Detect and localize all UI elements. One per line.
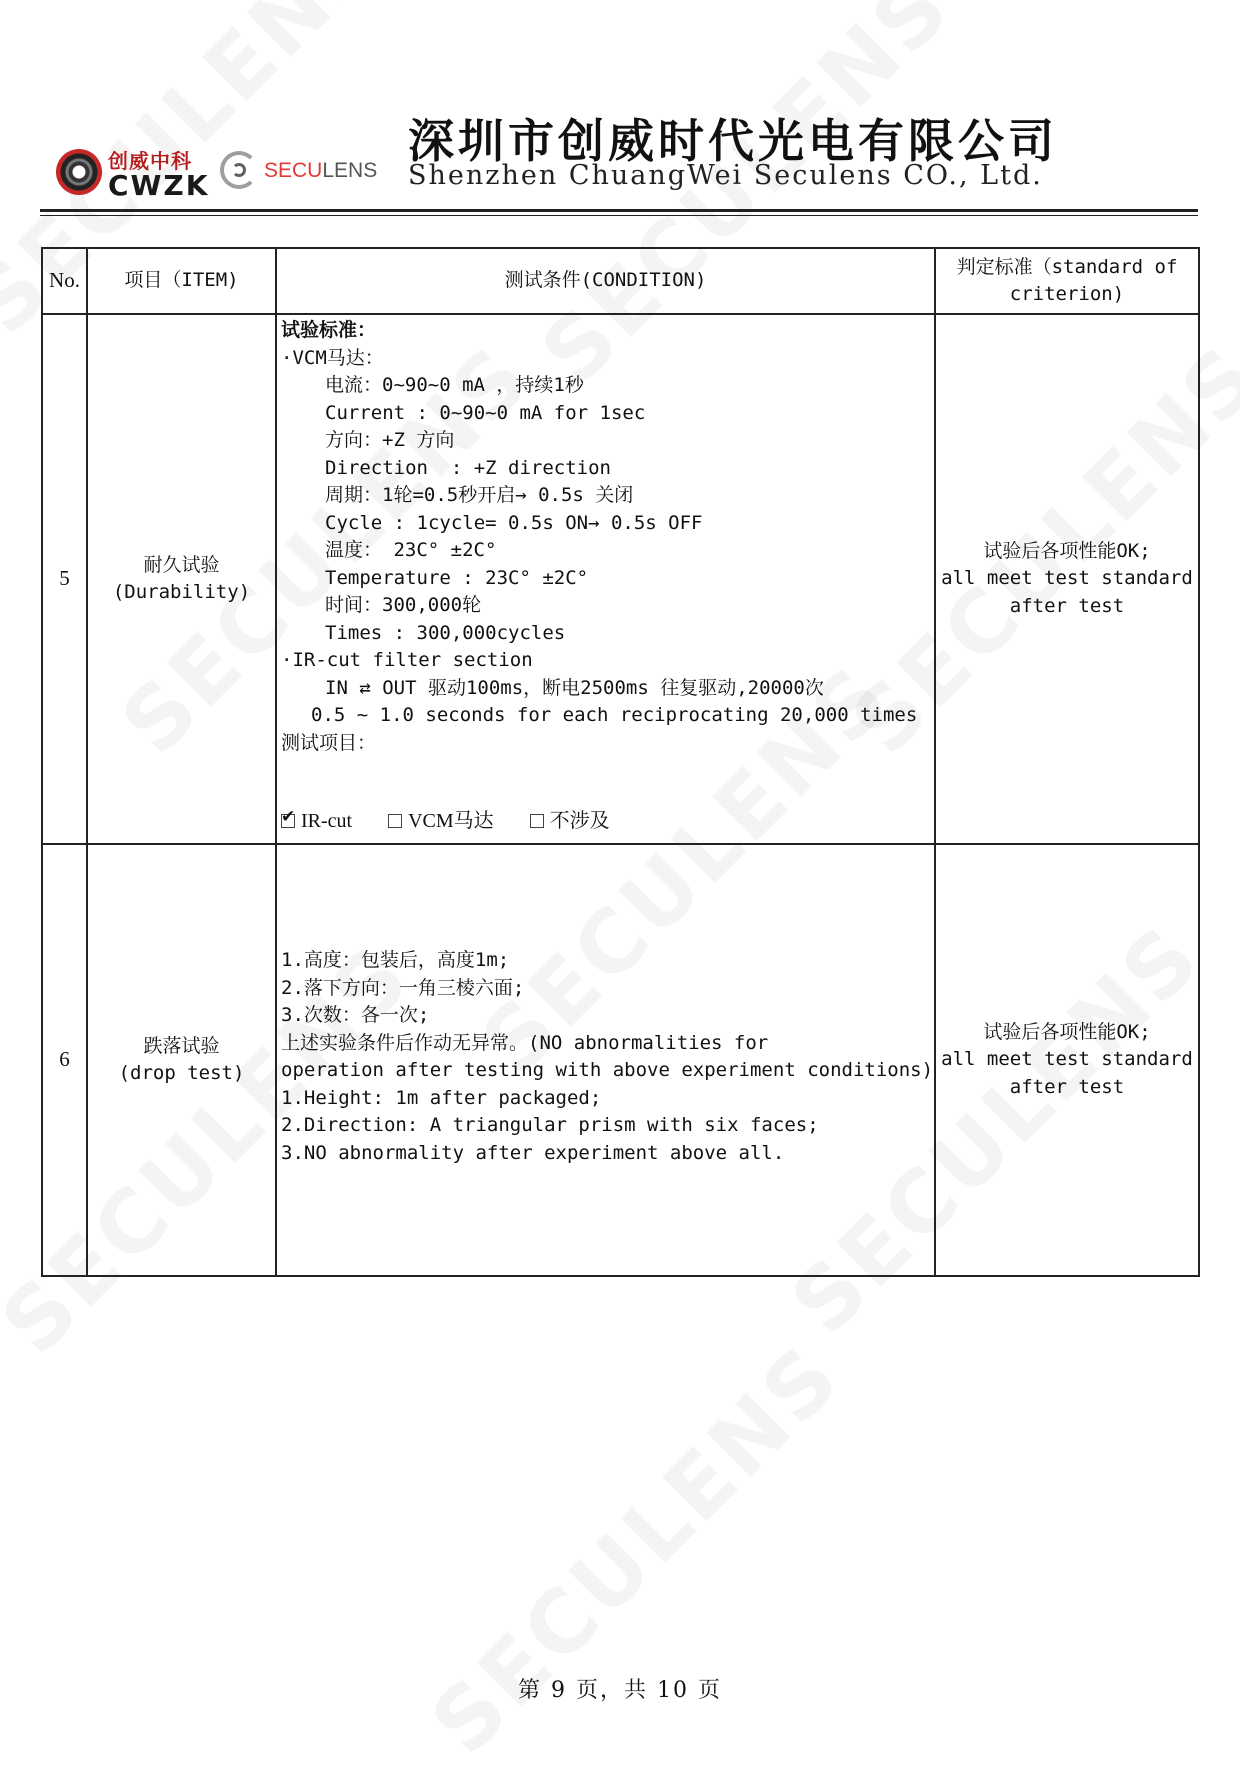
checkbox-vcm-label: VCM马达 xyxy=(408,810,494,832)
company-name-cn: 深圳市创威时代光电有限公司 xyxy=(408,114,1058,168)
header-rule xyxy=(40,209,1198,212)
item-en: (drop test) xyxy=(118,1062,245,1084)
temperature-en: Temperature : 23C° ±2C° xyxy=(325,566,589,589)
standard-label: 试验标准： xyxy=(281,319,377,341)
criterion-header-line2: criterion) xyxy=(1009,283,1125,305)
criterion-en-1: all meet test standard xyxy=(941,1048,1193,1071)
header-item: 项目（ITEM) xyxy=(87,248,276,314)
row-no: 6 xyxy=(42,844,87,1276)
drop-line-5: operation after testing with above experiment conditions) xyxy=(281,1059,934,1081)
row-condition xyxy=(276,844,935,1276)
ircut-title: ·IR-cut filter section xyxy=(281,649,533,671)
row-item xyxy=(87,314,276,844)
checkbox-checked-icon[interactable] xyxy=(281,814,295,828)
test-items-label: 测试项目： xyxy=(281,731,377,754)
logo-en-text: CWZK xyxy=(108,169,210,202)
cycle-en: Cycle : 1cycle= 0.5s ON→ 0.5s OFF xyxy=(325,511,703,534)
checkbox-not-applicable[interactable] xyxy=(530,809,610,833)
watermark xyxy=(413,1326,861,1774)
times-cn: 时间：300,000轮 xyxy=(325,594,482,616)
direction-en: Direction : +Z direction xyxy=(325,456,611,479)
current-en: Current : 0~90~0 mA for 1sec xyxy=(325,401,646,424)
header-condition: 测试条件(CONDITION) xyxy=(276,248,935,314)
checkbox-ircut[interactable] xyxy=(281,809,352,833)
brand-gray-part: LENS xyxy=(322,159,378,182)
cycle-cn: 周期：1轮=0.5秒开启→ 0.5s 关闭 xyxy=(325,484,634,506)
direction-cn: 方向：+Z 方向 xyxy=(325,429,455,451)
checkbox-ircut-label: IR-cut xyxy=(301,810,353,832)
header-no: No. xyxy=(42,248,87,314)
table-row xyxy=(42,314,1199,844)
drop-line-2: 2.落下方向：一角三棱六面; xyxy=(281,976,525,999)
checkbox-unchecked-icon[interactable] xyxy=(530,814,544,828)
brand-red-part: SECU xyxy=(264,159,323,182)
cwzk-wheel-icon xyxy=(56,149,102,195)
vcm-title: ·VCM马达： xyxy=(281,346,384,369)
item-cn: 跌落试验 xyxy=(143,1034,220,1057)
drop-line-8: 3.NO abnormality after experiment above all. xyxy=(281,1141,785,1164)
row-criterion xyxy=(935,314,1199,844)
checkbox-vcm[interactable] xyxy=(388,809,494,833)
seculens-wordmark xyxy=(264,159,377,183)
item-en: (Durability) xyxy=(112,581,251,603)
criterion-en-2: after test xyxy=(1009,1075,1125,1098)
row-condition xyxy=(276,314,935,844)
checkbox-na-label: 不涉及 xyxy=(549,810,610,832)
company-name-en: Shenzhen ChuangWei Seculens CO., Ltd. xyxy=(408,160,1043,191)
drop-line-4: 上述实验条件后作动无异常。(NO abnormalities for xyxy=(281,1031,769,1054)
cwzk-logo xyxy=(56,145,210,205)
criterion-en-2: after test xyxy=(1009,594,1125,617)
temperature-cn: 温度： 23C° ±2C° xyxy=(325,539,497,561)
criterion-cn: 试验后各项性能OK; xyxy=(983,1020,1151,1043)
row-no: 5 xyxy=(42,314,87,844)
ircut-cn: IN ⇄ OUT 驱动100ms，断电2500ms 往复驱动,20000次 xyxy=(325,676,824,699)
drop-line-6: 1.Height: 1m after packaged; xyxy=(281,1086,602,1109)
drop-line-1: 1.高度：包装后，高度1m; xyxy=(281,949,510,971)
seculens-swirl-icon xyxy=(220,151,258,189)
page-number: 第 9 页，共 10 页 xyxy=(518,1678,722,1703)
criterion-cn: 试验后各项性能OK; xyxy=(983,539,1151,562)
table-row xyxy=(42,844,1199,1276)
row-criterion xyxy=(935,844,1199,1276)
table-header-row xyxy=(42,248,1199,314)
drop-line-3: 3.次数：各一次; xyxy=(281,1004,430,1026)
row-item xyxy=(87,844,276,1276)
times-en: Times : 300,000cycles xyxy=(325,621,566,644)
drop-line-7: 2.Direction: A triangular prism with six faces; xyxy=(281,1114,819,1136)
ircut-en: 0.5 ~ 1.0 seconds for each reciprocating 20,000 times xyxy=(311,704,918,726)
logo-cn-text: 创威中科 xyxy=(108,149,192,173)
header-rule-thin xyxy=(40,215,1198,216)
criterion-en-1: all meet test standard xyxy=(941,567,1193,590)
test-table xyxy=(41,247,1200,1277)
current-cn: 电流：0~90~0 mA ，持续1秒 xyxy=(325,374,584,396)
checkbox-unchecked-icon[interactable] xyxy=(388,814,402,828)
seculens-logo xyxy=(220,149,380,195)
header-criterion xyxy=(935,248,1199,314)
document-header xyxy=(40,95,1198,215)
item-cn: 耐久试验 xyxy=(143,553,220,576)
criterion-header-line1: 判定标准（standard of xyxy=(956,255,1178,278)
test-item-checkboxes xyxy=(281,809,930,833)
